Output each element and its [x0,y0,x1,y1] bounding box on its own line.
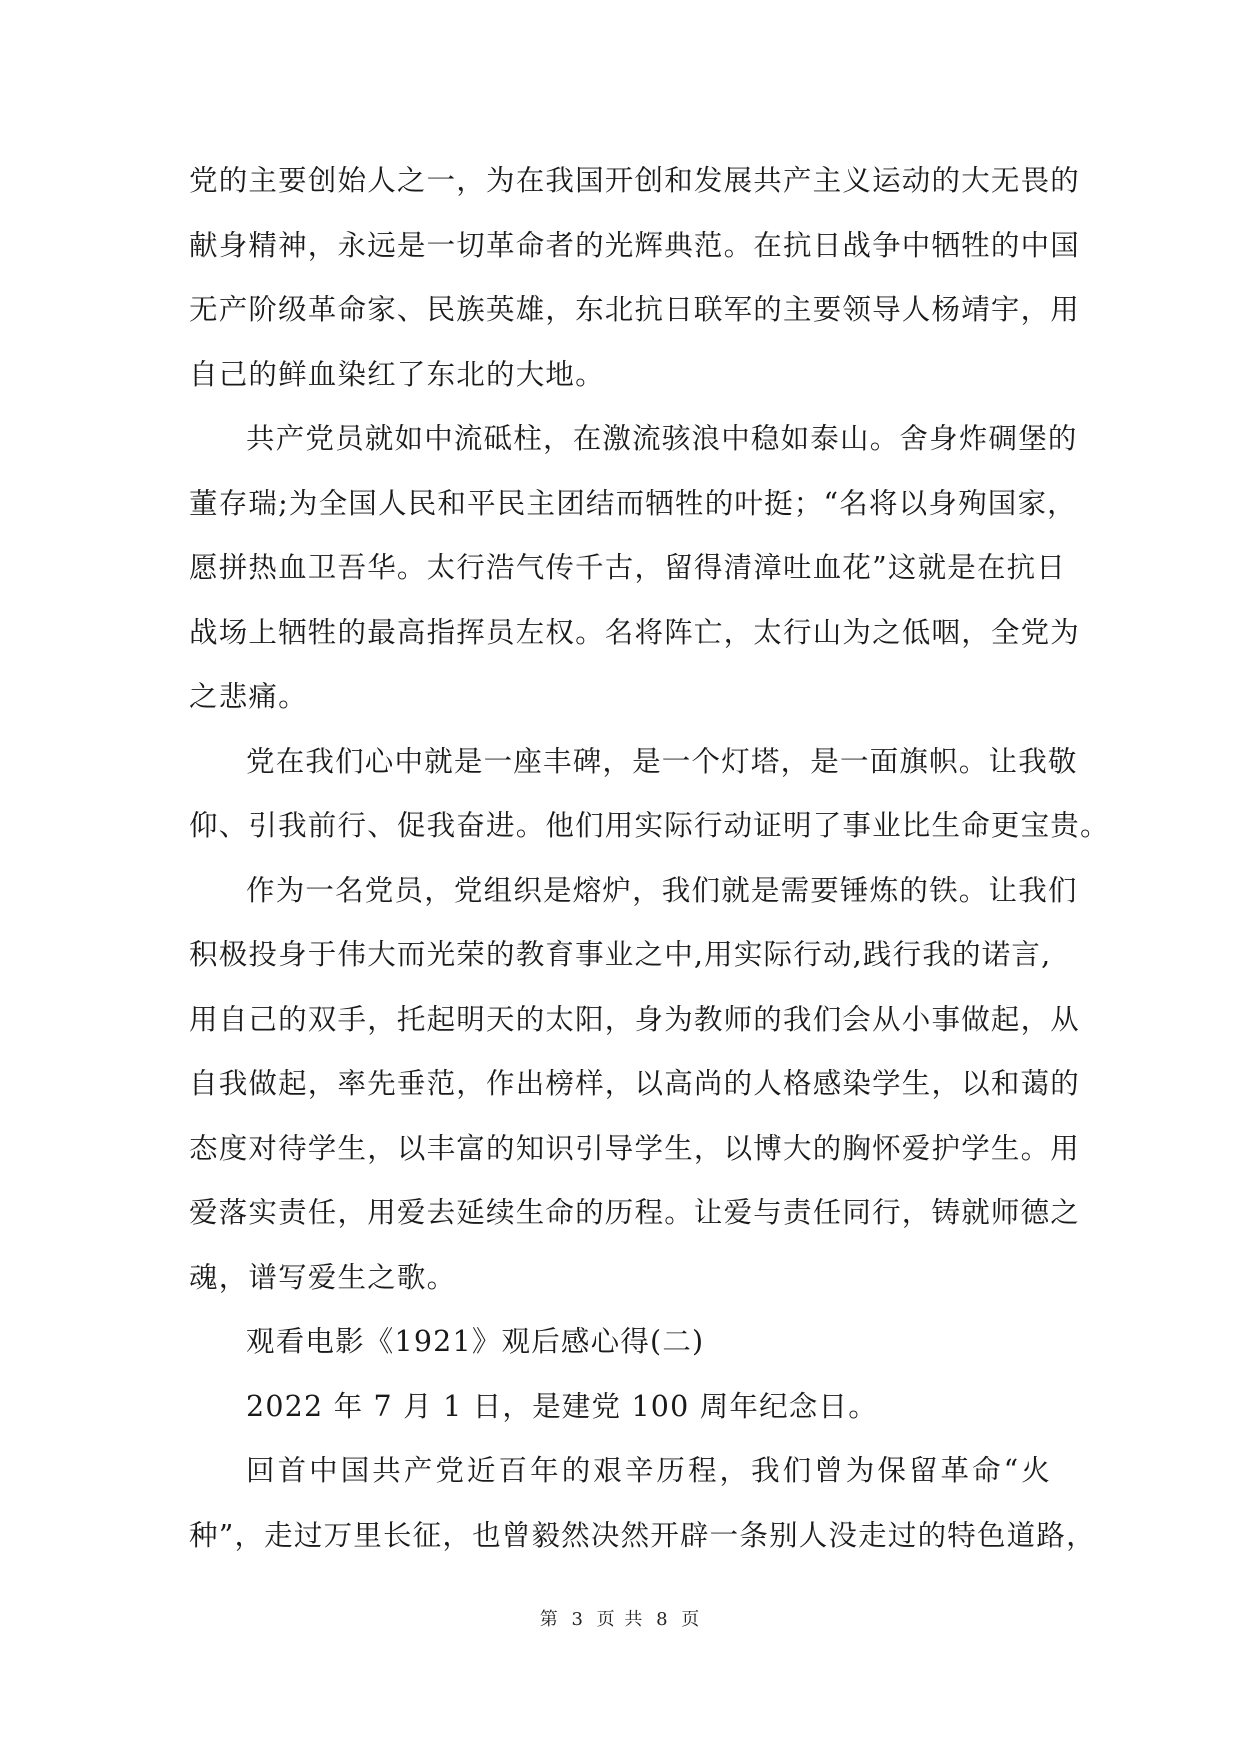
text-line: 魂，谱写爱生之歌。 [189,1260,457,1294]
footer-middle: 页 共 [596,1609,645,1630]
text-line: 积极投身于伟大而光荣的教育事业之中,用实际行动,践行我的诺言, [189,938,1052,971]
footer-suffix: 页 [681,1609,702,1630]
paragraph-start-line: 回首中国共产党近百年的艰辛历程，我们曾为保留革命“火 [246,1454,1051,1487]
text-line: 献身精神，永远是一切革命者的光辉典范。在抗日战争中牺牲的中国 [189,228,1081,262]
text-line: 爱落实责任，用爱去延续生命的历程。让爱与责任同行，铸就师德之 [189,1196,1081,1229]
total-page-number: 8 [656,1609,670,1630]
text-line: 种”，走过万里长征，也曾毅然决然开辟一条别人没走过的特色道路， [189,1518,1096,1552]
date-line: 2022 年 7 月 1 日，是建党 100 周年纪念日。 [246,1389,878,1423]
text-line: 之悲痛。 [189,680,308,713]
text-line: 董存瑞;为全国人民和平民主团结而牺牲的叶挺；“名将以身殉国家， [189,486,1077,520]
text-line: 党的主要创始人之一，为在我国开创和发展共产主义运动的大无畏的 [189,164,1081,197]
section-heading: 观看电影《1921》观后感心得(二) [246,1325,705,1358]
text-line: 无产阶级革命家、民族英雄，东北抗日联军的主要领导人杨靖宇，用 [189,293,1081,326]
text-line: 自我做起，率先垂范，作出榜样，以高尚的人格感染学生，以和蔼的 [189,1067,1081,1100]
text-line: 自己的鲜血染红了东北的大地。 [189,357,605,391]
text-line: 态度对待学生，以丰富的知识引导学生，以博大的胸怀爱护学生。用 [189,1131,1081,1165]
text-line: 愿拼热血卫吾华。太行浩气传千古，留得清漳吐血花”这就是在抗日 [189,551,1067,584]
page-number-footer [0,1605,1241,1631]
current-page-number: 3 [571,1609,585,1630]
paragraph-start-line: 党在我们心中就是一座丰碑，是一个灯塔，是一面旗帜。让我敬 [246,744,1078,778]
document-body [189,149,1110,1568]
text-line: 战场上牺牲的最高指挥员左权。名将阵亡，太行山为之低咽，全党为 [189,615,1081,649]
paragraph-start-line: 共产党员就如中流砥柱，在激流骇浪中稳如泰山。舍身炸碉堡的 [246,422,1078,455]
footer-prefix: 第 [539,1609,560,1630]
paragraph-start-line: 作为一名党员，党组织是熔炉，我们就是需要锤炼的铁。让我们 [246,873,1078,907]
text-line: 用自己的双手，托起明天的太阳，身为教师的我们会从小事做起，从 [189,1002,1081,1036]
text-line: 仰、引我前行、促我奋进。他们用实际行动证明了事业比生命更宝贵。 [189,809,1110,842]
